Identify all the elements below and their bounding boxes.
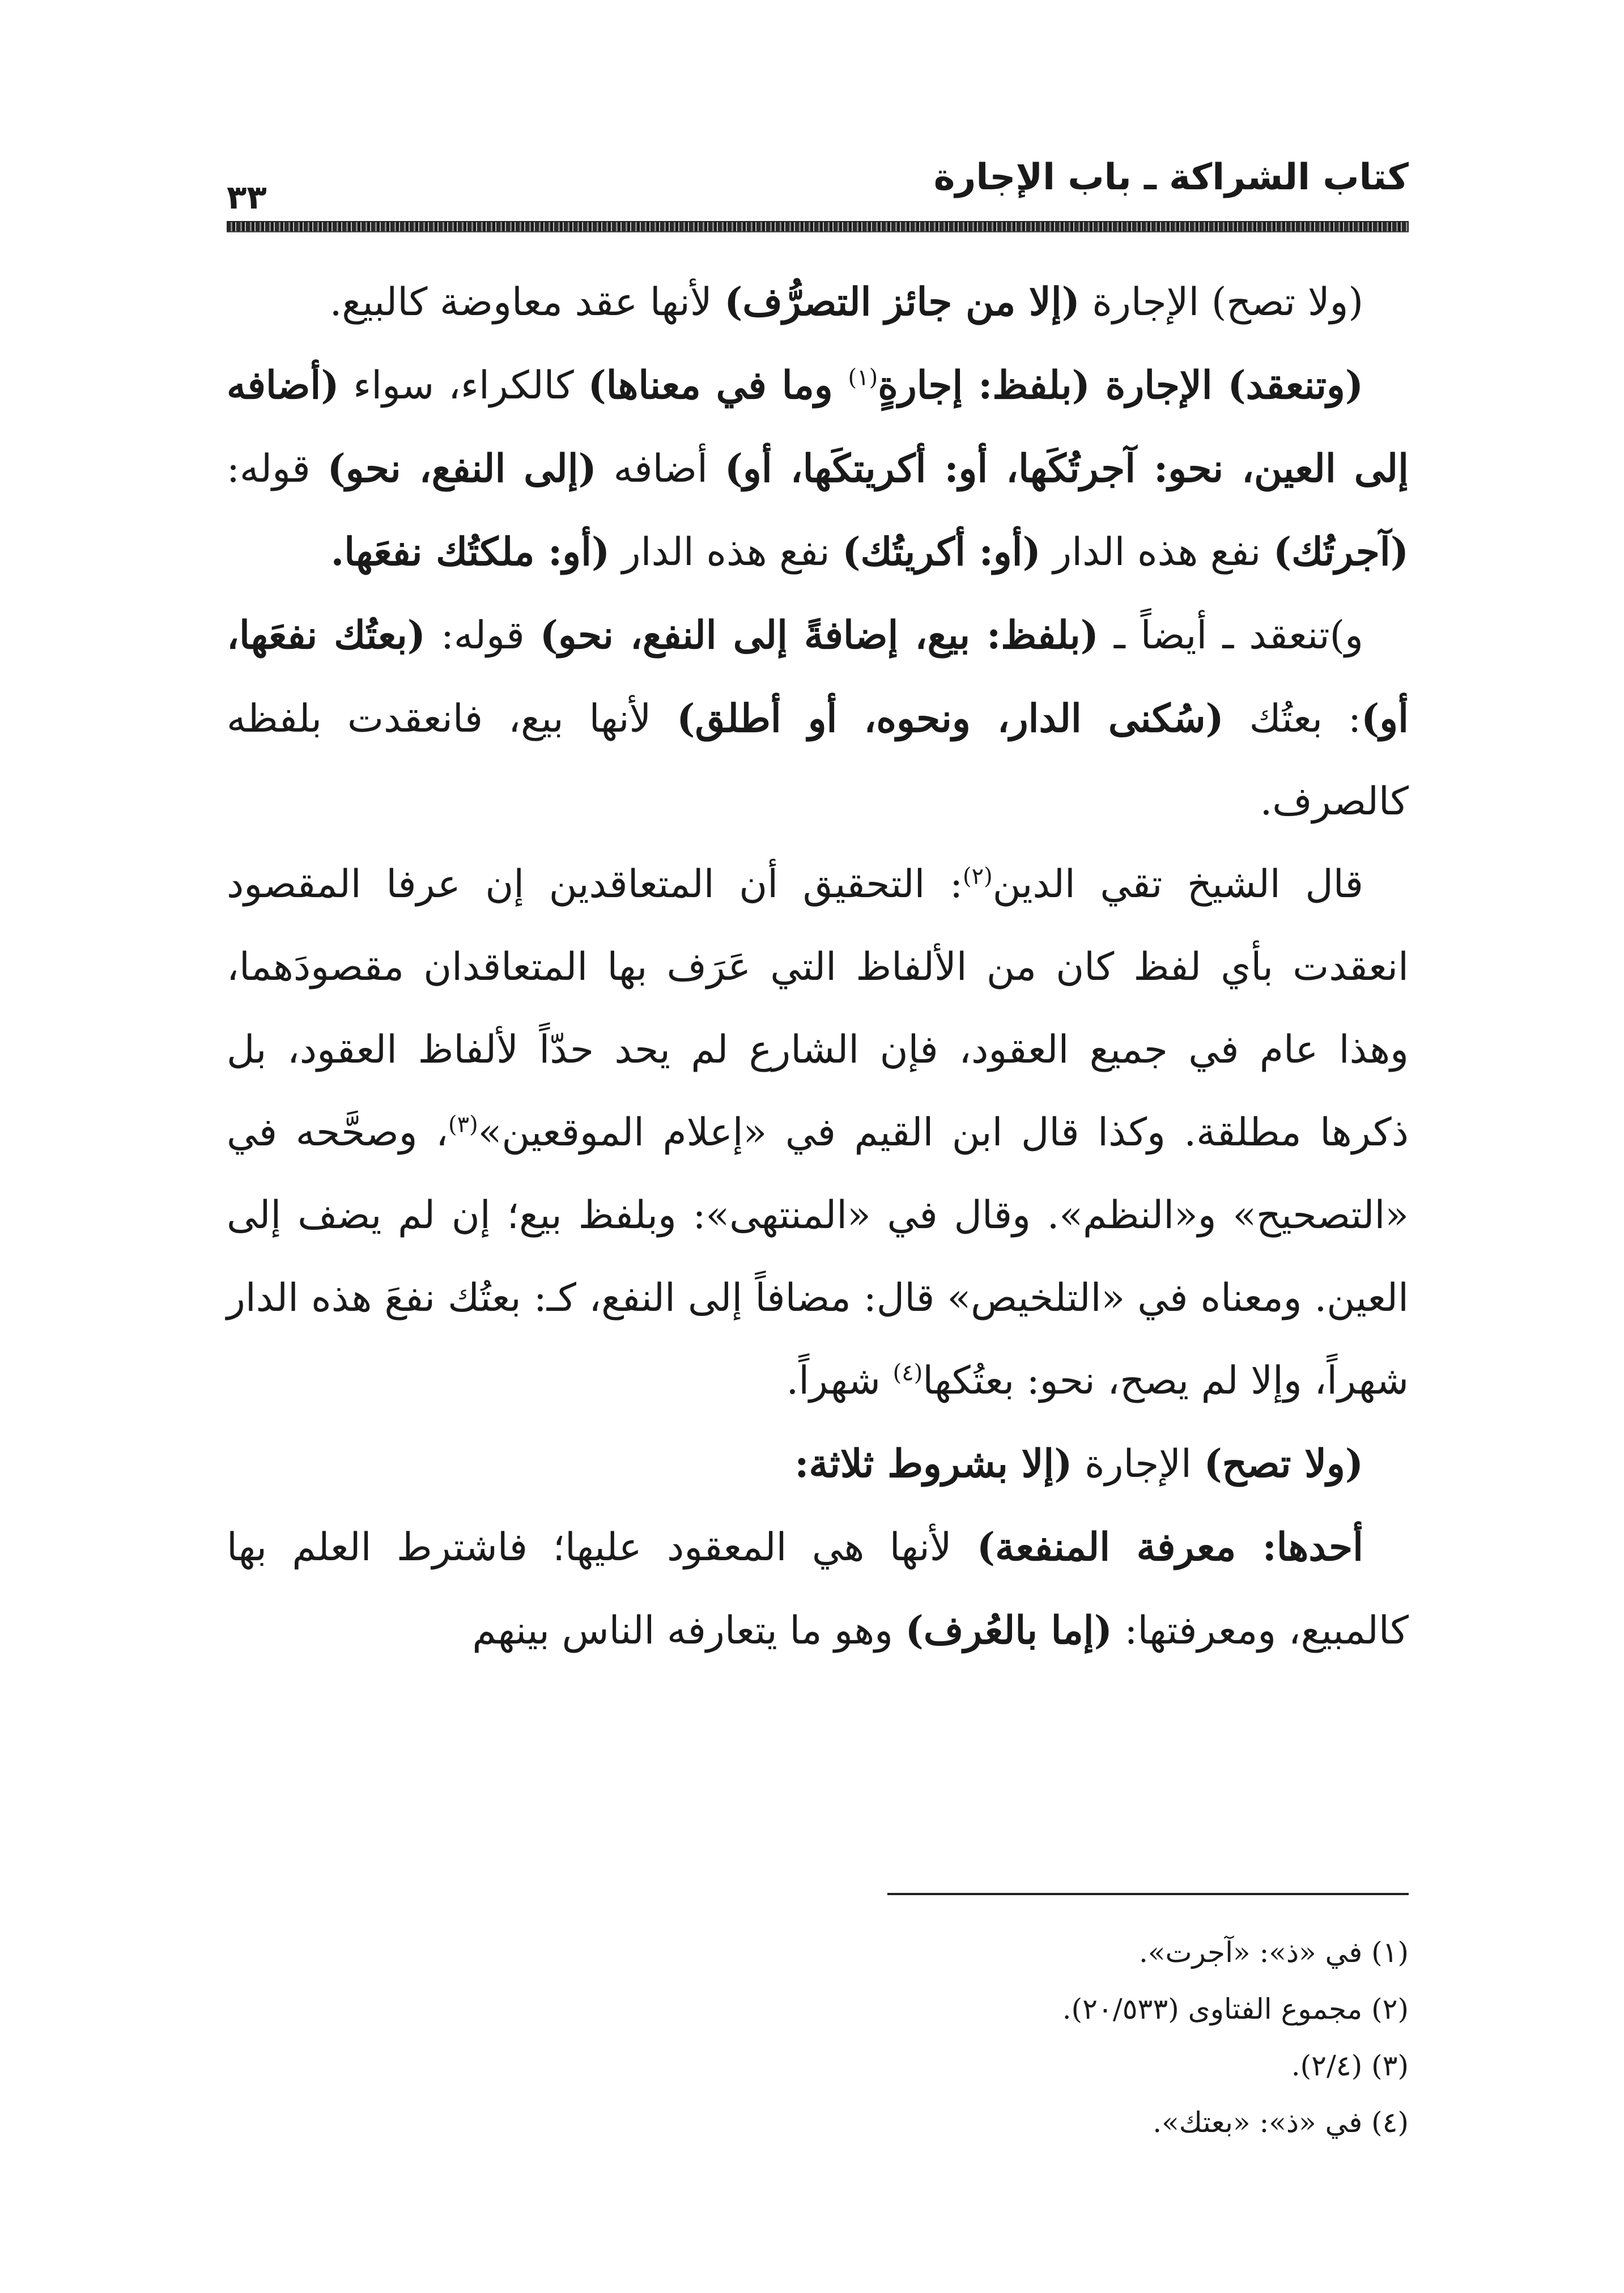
footnote-ref-1[interactable]: (١) bbox=[848, 364, 878, 391]
footnote-ref-3[interactable]: (٣) bbox=[448, 1111, 478, 1138]
paragraph-5 bbox=[227, 1422, 1409, 1506]
paragraph-6 bbox=[227, 1506, 1409, 1672]
footnote-4: (٤) في «ذ»: «بعتك». bbox=[1153, 2106, 1409, 2139]
footnote-ref-4[interactable]: (٤) bbox=[892, 1360, 923, 1386]
paragraph-3 bbox=[227, 594, 1409, 843]
footnote-2: (٢) مجموع الفتاوى (٢٠/٥٣٣). bbox=[1062, 1993, 1409, 2026]
text-run: و)تنعقد ـ أيضاً ـ bbox=[1098, 613, 1363, 658]
footnote-separator bbox=[887, 1893, 1409, 1895]
text-run: : التحقيق أن المتعاقدين إن عرفا المقصود انعقدت بأي لفظ كان من الألفاظ التي عَرَف بها المتعاقدان مقصودَهما، وهذا عام في جميع العقود، فإن الشارع لم يحد حدّاً لألفاظ العقود، بل ذكرها مطلقة. وكذا قال ابن القيم في «إعلام الموقعين» bbox=[227, 862, 1409, 1155]
matn-text: (إلا من جائز التصرُّف) bbox=[724, 279, 1080, 325]
matn-text: (أو: أكريتُك) bbox=[842, 529, 1041, 575]
text-run: لأنها عقد معاوضة كالبيع. bbox=[329, 280, 725, 325]
paragraph-4 bbox=[227, 843, 1409, 1422]
header-rule bbox=[227, 221, 1409, 232]
matn-text: (إما بالعُرف) bbox=[905, 1608, 1112, 1653]
footnotes bbox=[227, 1924, 1409, 2151]
paragraph-2 bbox=[227, 344, 1409, 594]
running-title: كتاب الشراكة ـ باب الإجارة bbox=[933, 156, 1409, 198]
text-run: نفع هذه الدار bbox=[1040, 530, 1273, 575]
paragraph-1 bbox=[227, 261, 1409, 344]
matn-text: (آجرتُك) bbox=[1273, 529, 1409, 575]
text-run: قال الشيخ تقي الدين bbox=[992, 862, 1363, 907]
text-run: قوله: bbox=[425, 613, 540, 658]
matn-text: (بلفظ: بيع، إضافةً إلى النفع، نحو) bbox=[539, 613, 1099, 658]
page-number: ٣٣ bbox=[227, 178, 267, 216]
text-run: الإجارة bbox=[1072, 1442, 1204, 1487]
matn-text: (أضافه إلى العين، نحو: آجرتُكَها، أو: أكريتكَها، أو) bbox=[227, 363, 1409, 491]
text-run: لأنها هي المعقود عليها؛ فاشترط العلم بها كالمبيع، ومعرفتها: bbox=[227, 1525, 1409, 1653]
text-run: أضافه bbox=[596, 447, 725, 491]
matn-text: (إلى النفع، نحو) bbox=[327, 446, 597, 491]
text-run: لأنها بيع، فانعقدت بلفظه كالصرف. bbox=[227, 697, 1409, 824]
text-run: ، وصحَّحه في «التصحيح» و«النظم». وقال في «المنتهى»: وبلفظ بيع؛ إن لم يضف إلى العين. ومعناه في «التلخيص» قال: مضافاً إلى النفع، كـ: بعتُك نفعَ هذه الدار شهراً، وإلا لم يصح، نحو: بعتُكها bbox=[227, 1110, 1409, 1403]
text-run: كالكراء، سواء bbox=[339, 363, 588, 408]
body-text bbox=[227, 261, 1409, 1672]
footnote-ref-2[interactable]: (٢) bbox=[963, 863, 993, 890]
footnote-3: (٣) (٢/٤). bbox=[1291, 2049, 1409, 2082]
page-header bbox=[227, 152, 1409, 237]
matn-text: (بعتُك نفعَها، أو) bbox=[227, 613, 1409, 741]
matn-text: (سُكنى الدار، ونحوه، أو أطلق) bbox=[677, 696, 1224, 741]
matn-text: (ولا تصح) bbox=[1204, 1441, 1363, 1487]
text-run: قوله: bbox=[227, 447, 328, 491]
text-run: شهراً. bbox=[786, 1358, 893, 1403]
matn-text: (أو: ملكتُك نفعَها. bbox=[330, 529, 610, 575]
text-run: (ولا تصح) الإجارة bbox=[1079, 280, 1363, 325]
matn-text: وما في معناها) bbox=[588, 363, 848, 408]
footnote-1: (١) في «ذ»: «آجرت». bbox=[1139, 1936, 1409, 1969]
text-run: نفع هذه الدار bbox=[610, 530, 843, 575]
text-run: : بعتُك bbox=[1223, 697, 1362, 741]
matn-text: (بلفظ: إجارةٍ bbox=[878, 363, 1090, 408]
matn-text: (وتنعقد) الإجارة bbox=[1090, 363, 1364, 408]
matn-text: أحدها: معرفة المنفعة) bbox=[976, 1525, 1363, 1570]
text-run: وهو ما يتعارفه الناس بينهم bbox=[472, 1608, 905, 1653]
matn-text: (إلا بشروط ثلاثة: bbox=[794, 1441, 1073, 1487]
